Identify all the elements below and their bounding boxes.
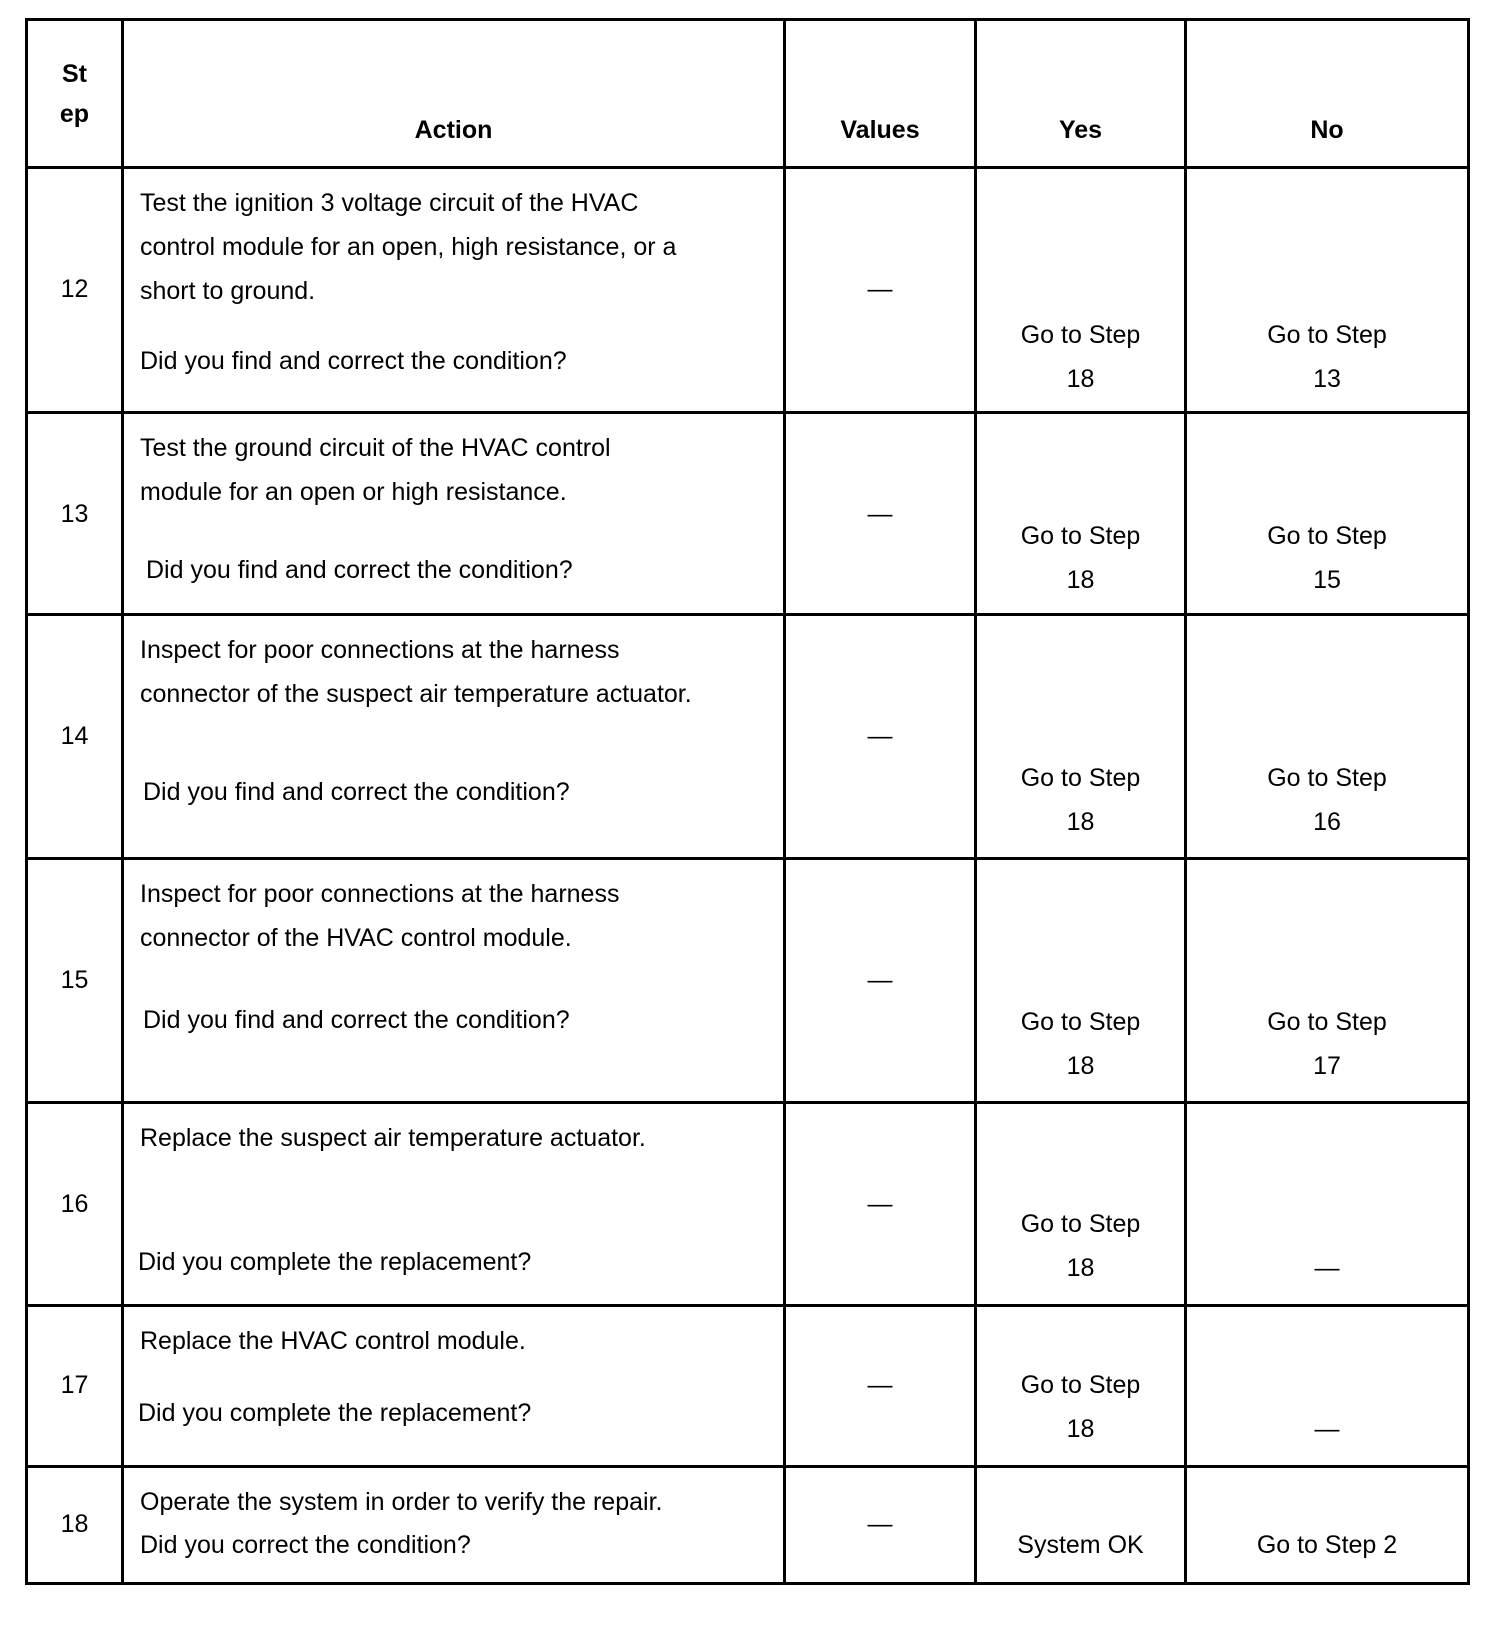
- yes-result-line: 18: [1066, 365, 1095, 393]
- step-cell: [27, 615, 123, 859]
- action-cell: [123, 615, 785, 859]
- table-row: [27, 1467, 1469, 1584]
- table-row: [27, 1103, 1469, 1306]
- yes-result-line: Go to Step: [1020, 321, 1141, 349]
- action-text-line: Test the ignition 3 voltage circuit of the HVAC: [140, 189, 639, 217]
- action-text-line: Replace the HVAC control module.: [140, 1327, 526, 1355]
- values-cell: [785, 615, 976, 859]
- yes-result: [977, 514, 1184, 602]
- action-cell: [123, 1306, 785, 1467]
- values-dash: —: [867, 275, 893, 303]
- step-number: 16: [60, 1190, 89, 1218]
- yes-result: [977, 313, 1184, 401]
- yes-result: [977, 1523, 1184, 1567]
- yes-cell: [976, 413, 1186, 615]
- action-text: [140, 426, 763, 514]
- action-text-line: connector of the suspect air temperature actuator.: [140, 680, 692, 708]
- table-row: [27, 413, 1469, 615]
- no-result-line: Go to Step 2: [1256, 1531, 1398, 1559]
- no-result-line: 17: [1313, 1052, 1341, 1080]
- no-result-line: —: [1314, 1415, 1340, 1443]
- action-text-line: module for an open or high resistance.: [140, 478, 567, 506]
- header-yes-label: Yes: [1058, 116, 1103, 144]
- action-question: Did you find and correct the condition?: [140, 347, 567, 375]
- yes-cell: [976, 168, 1186, 413]
- step-number: 17: [60, 1371, 89, 1399]
- action-cell: [123, 859, 785, 1103]
- yes-result-line: 18: [1066, 1052, 1095, 1080]
- yes-result-line: Go to Step: [1020, 522, 1141, 550]
- action-question: Did you complete the replacement?: [138, 1399, 532, 1427]
- no-result-line: Go to Step: [1267, 1008, 1387, 1036]
- values-cell: [785, 859, 976, 1103]
- step-cell: [27, 859, 123, 1103]
- no-result: [1187, 1000, 1467, 1088]
- action-question: Did you find and correct the condition?: [146, 556, 573, 584]
- no-cell: [1186, 1467, 1469, 1584]
- action-text-line: Test the ground circuit of the HVAC control: [140, 434, 611, 462]
- yes-cell: [976, 1306, 1186, 1467]
- step-number: 18: [60, 1510, 89, 1538]
- header-step-line2: ep: [59, 99, 90, 128]
- header-row: [27, 20, 1469, 168]
- yes-cell: [976, 1103, 1186, 1306]
- no-result-line: 13: [1313, 365, 1341, 393]
- action-question: Did you correct the condition?: [140, 1531, 471, 1559]
- step-cell: [27, 1306, 123, 1467]
- yes-result-line: 18: [1066, 1415, 1095, 1443]
- action-cell: [123, 1103, 785, 1306]
- no-result-line: Go to Step: [1267, 522, 1387, 550]
- no-cell: [1186, 1306, 1469, 1467]
- values-dash: —: [867, 1190, 893, 1218]
- step-cell: [27, 1467, 123, 1584]
- no-result-line: 15: [1313, 566, 1341, 594]
- table-row: [27, 859, 1469, 1103]
- step-number: 12: [60, 275, 89, 303]
- header-step: [27, 20, 123, 168]
- step-cell: [27, 413, 123, 615]
- no-result-line: Go to Step: [1267, 321, 1387, 349]
- action-text-line: control module for an open, high resistance, or a: [140, 233, 677, 261]
- header-yes: [976, 20, 1186, 168]
- table-body: [27, 168, 1469, 1584]
- header-values: [785, 20, 976, 168]
- header-values-label: Values: [840, 116, 920, 144]
- no-result: [1187, 514, 1467, 602]
- action-text-line: short to ground.: [140, 277, 316, 305]
- step-number: 15: [60, 966, 89, 994]
- no-cell: [1186, 413, 1469, 615]
- action-cell: [123, 413, 785, 615]
- header-action: [123, 20, 785, 168]
- yes-cell: [976, 1467, 1186, 1584]
- yes-result-line: System OK: [1017, 1531, 1144, 1559]
- action-cell: [123, 1467, 785, 1584]
- action-text: [140, 628, 763, 716]
- action-question: Did you find and correct the condition?: [143, 778, 570, 806]
- yes-cell: [976, 615, 1186, 859]
- yes-cell: [976, 859, 1186, 1103]
- values-cell: [785, 1467, 976, 1584]
- table-row: [27, 615, 1469, 859]
- values-cell: [785, 1306, 976, 1467]
- step-number: 13: [60, 500, 89, 528]
- header-no-label: No: [1310, 116, 1344, 144]
- no-result-line: Go to Step: [1267, 764, 1387, 792]
- yes-result-line: 18: [1066, 1254, 1095, 1282]
- no-result: [1187, 313, 1467, 401]
- no-result: [1187, 1246, 1467, 1290]
- action-text-line: Inspect for poor connections at the harness: [140, 636, 620, 664]
- no-cell: [1186, 859, 1469, 1103]
- values-cell: [785, 413, 976, 615]
- values-cell: [785, 168, 976, 413]
- action-text: [140, 1319, 763, 1363]
- no-cell: [1186, 1103, 1469, 1306]
- action-question: Did you find and correct the condition?: [143, 1006, 570, 1034]
- table-row: [27, 1306, 1469, 1467]
- no-result: [1187, 1407, 1467, 1451]
- values-dash: —: [867, 966, 893, 994]
- action-text: [140, 1480, 763, 1524]
- no-result: [1187, 1523, 1467, 1567]
- no-cell: [1186, 615, 1469, 859]
- action-text: [140, 872, 763, 960]
- action-text-line: Replace the suspect air temperature actuator.: [140, 1124, 646, 1152]
- header-action-label: Action: [414, 116, 493, 144]
- no-cell: [1186, 168, 1469, 413]
- values-cell: [785, 1103, 976, 1306]
- diagnostic-table: [25, 18, 1470, 1585]
- values-dash: —: [867, 1510, 893, 1538]
- yes-result-line: Go to Step: [1020, 764, 1141, 792]
- action-text: [140, 181, 763, 313]
- header-step-line1: St: [62, 59, 87, 88]
- yes-result: [977, 756, 1184, 844]
- values-dash: —: [867, 1371, 893, 1399]
- action-text-line: connector of the HVAC control module.: [140, 924, 572, 952]
- no-result-line: —: [1314, 1254, 1340, 1282]
- yes-result: [977, 1363, 1184, 1451]
- values-dash: —: [867, 722, 893, 750]
- yes-result: [977, 1202, 1184, 1290]
- header-no: [1186, 20, 1469, 168]
- table-row: [27, 168, 1469, 413]
- yes-result-line: Go to Step: [1020, 1008, 1141, 1036]
- step-cell: [27, 168, 123, 413]
- yes-result-line: Go to Step: [1020, 1371, 1141, 1399]
- action-text: [140, 1116, 763, 1160]
- no-result-line: 16: [1313, 808, 1341, 836]
- action-cell: [123, 168, 785, 413]
- action-question: Did you complete the replacement?: [138, 1248, 532, 1276]
- action-text-line: Operate the system in order to verify the repair.: [140, 1488, 663, 1516]
- step-cell: [27, 1103, 123, 1306]
- values-dash: —: [867, 500, 893, 528]
- yes-result-line: 18: [1066, 566, 1095, 594]
- step-number: 14: [60, 722, 89, 750]
- no-result: [1187, 756, 1467, 844]
- yes-result: [977, 1000, 1184, 1088]
- action-text-line: Inspect for poor connections at the harness: [140, 880, 620, 908]
- yes-result-line: 18: [1066, 808, 1095, 836]
- yes-result-line: Go to Step: [1020, 1210, 1141, 1238]
